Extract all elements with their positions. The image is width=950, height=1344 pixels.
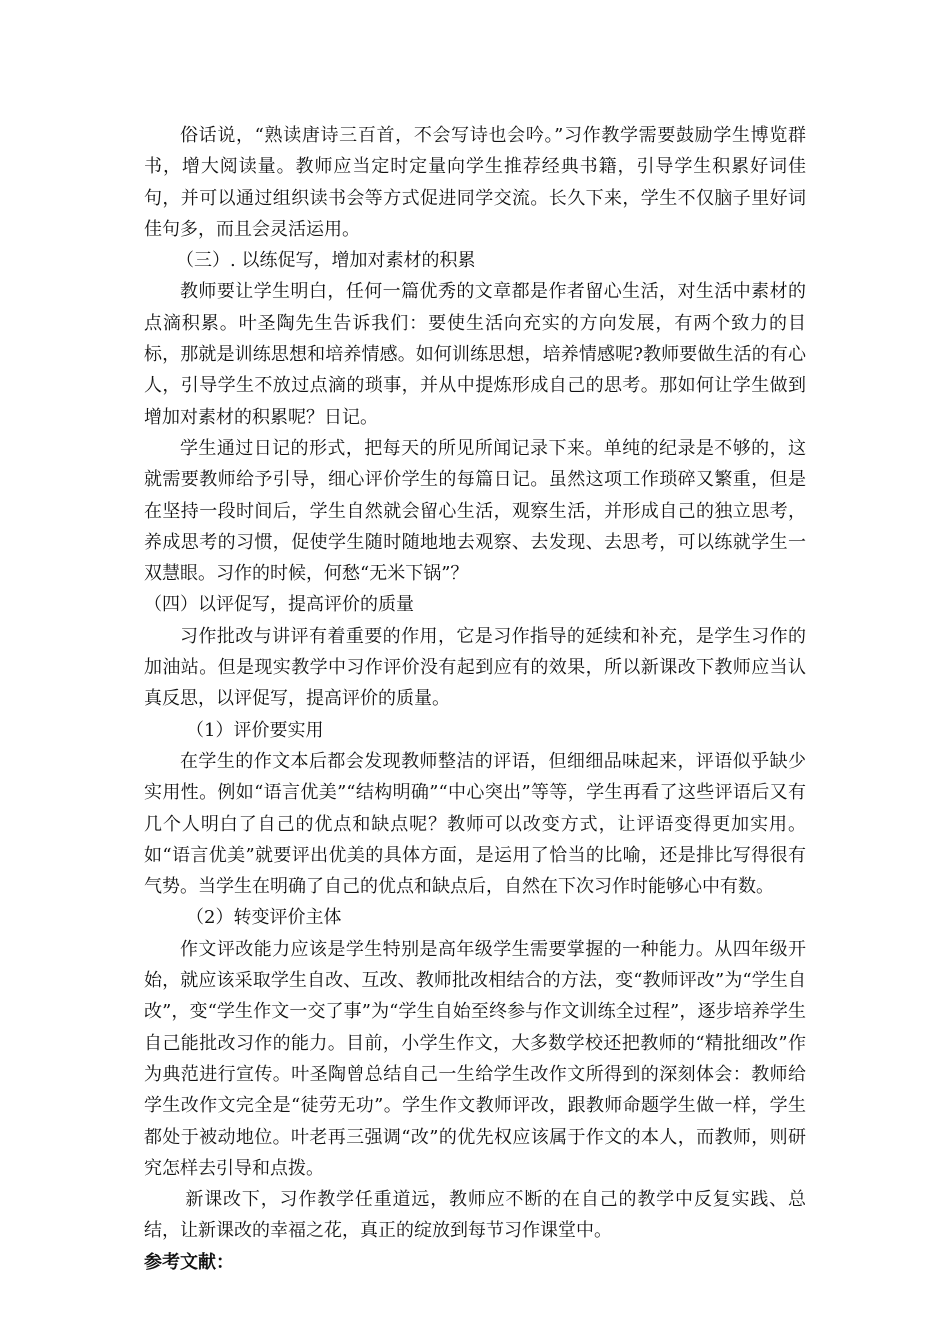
document-body [144,120,806,1278]
paragraph-conclusion: 新课改下，习作教学任重道远，教师应不断的在自己的教学中反复实践、总结，让新课改的幸福之花，真正的绽放到每节习作课堂中。 [144,1189,806,1242]
paragraph-evaluation: 习作批改与讲评有着重要的作用，它是习作指导的延续和补充，是学生习作的加油站。但是现实教学中习作评价没有起到应有的效果，所以新课改下教师应当认真反思，以评促写，提高评价的质量。 [144,625,806,710]
paragraph-material: 教师要让学生明白，任何一篇优秀的文章都是作者留心生活，对生活中素材的点滴积累。叶圣陶先生告诉我们：要使生活向充实的方向发展，有两个致力的目标，那就是训练思想和培养情感。如何训练思想，培养情感呢?教师要做生活的有心人，引导学生不放过点滴的琐事，并从中提炼形成自己的思考。那如何让学生做到增加对素材的积累呢？日记。 [144,281,806,428]
subheading-subject: （2）转变评价主体 [186,907,342,929]
section-heading-4: （四）以评促写，提高评价的质量 [144,594,414,616]
paragraph-diary: 学生通过日记的形式，把每天的所见所闻记录下来。单纯的纪录是不够的，这就需要教师给予引导，细心评价学生的每篇日记。虽然这项工作琐碎又繁重，但是在坚持一段时间后，学生自然就会留心生活，观察生活，并形成自己的独立思考，养成思考的习惯，促使学生随时随地地去观察、去发现、去思考，可以练就学生一双慧眼。习作的时候，何愁“无米下锅”？ [144,437,806,585]
paragraph-comments: 在学生的作文本后都会发现教师整洁的评语，但细细品味起来，评语似乎缺少实用性。例如“语言优美”“结构明确”“中心突出”等等，学生再看了这些评语后又有几个人明白了自己的优点和缺点呢？教师可以改变方式，让评语变得更加实用。如“语言优美”就要评出优美的具体方面，是运用了恰当的比喻，还是排比写得很有气势。当学生在明确了自己的优点和缺点后，自然在下次习作时能够心中有数。 [144,750,806,898]
subheading-practical: （1）评价要实用 [186,719,324,741]
references-heading: 参考文献： [144,1251,234,1273]
paragraph-reading: 俗话说，“熟读唐诗三百首，不会写诗也会吟。”习作教学需要鼓励学生博览群书，增大阅读量。教师应当定时定量向学生推荐经典书籍，引导学生积累好词佳句，并可以通过组织读书会等方式促进同学交流。长久下来，学生不仅脑子里好词佳句多，而且会灵活运用。 [144,125,806,240]
section-heading-3: （三）. 以练促写，增加对素材的积累 [176,250,476,272]
paragraph-self-revision: 作文评改能力应该是学生特别是高年级学生需要掌握的一种能力。从四年级开始，就应该采取学生自改、互改、教师批改相结合的方法，变“教师评改”为“学生自改”，变“学生作文一交了事”为“学生自始至终参与作文训练全过程”，逐步培养学生自己能批改习作的能力。目前，小学生作文，大多数学校还把教师的“精批细改”作为典范进行宣传。叶圣陶曾总结自己一生给学生改作文所得到的深刻体会：教师给学生改作文完全是“徒劳无功”。学生作文教师评改，跟教师命题学生做一样，学生都处于被动地位。叶老再三强调“改”的优先权应该属于作文的本人，而教师，则研究怎样去引导和点拨。 [144,938,806,1179]
